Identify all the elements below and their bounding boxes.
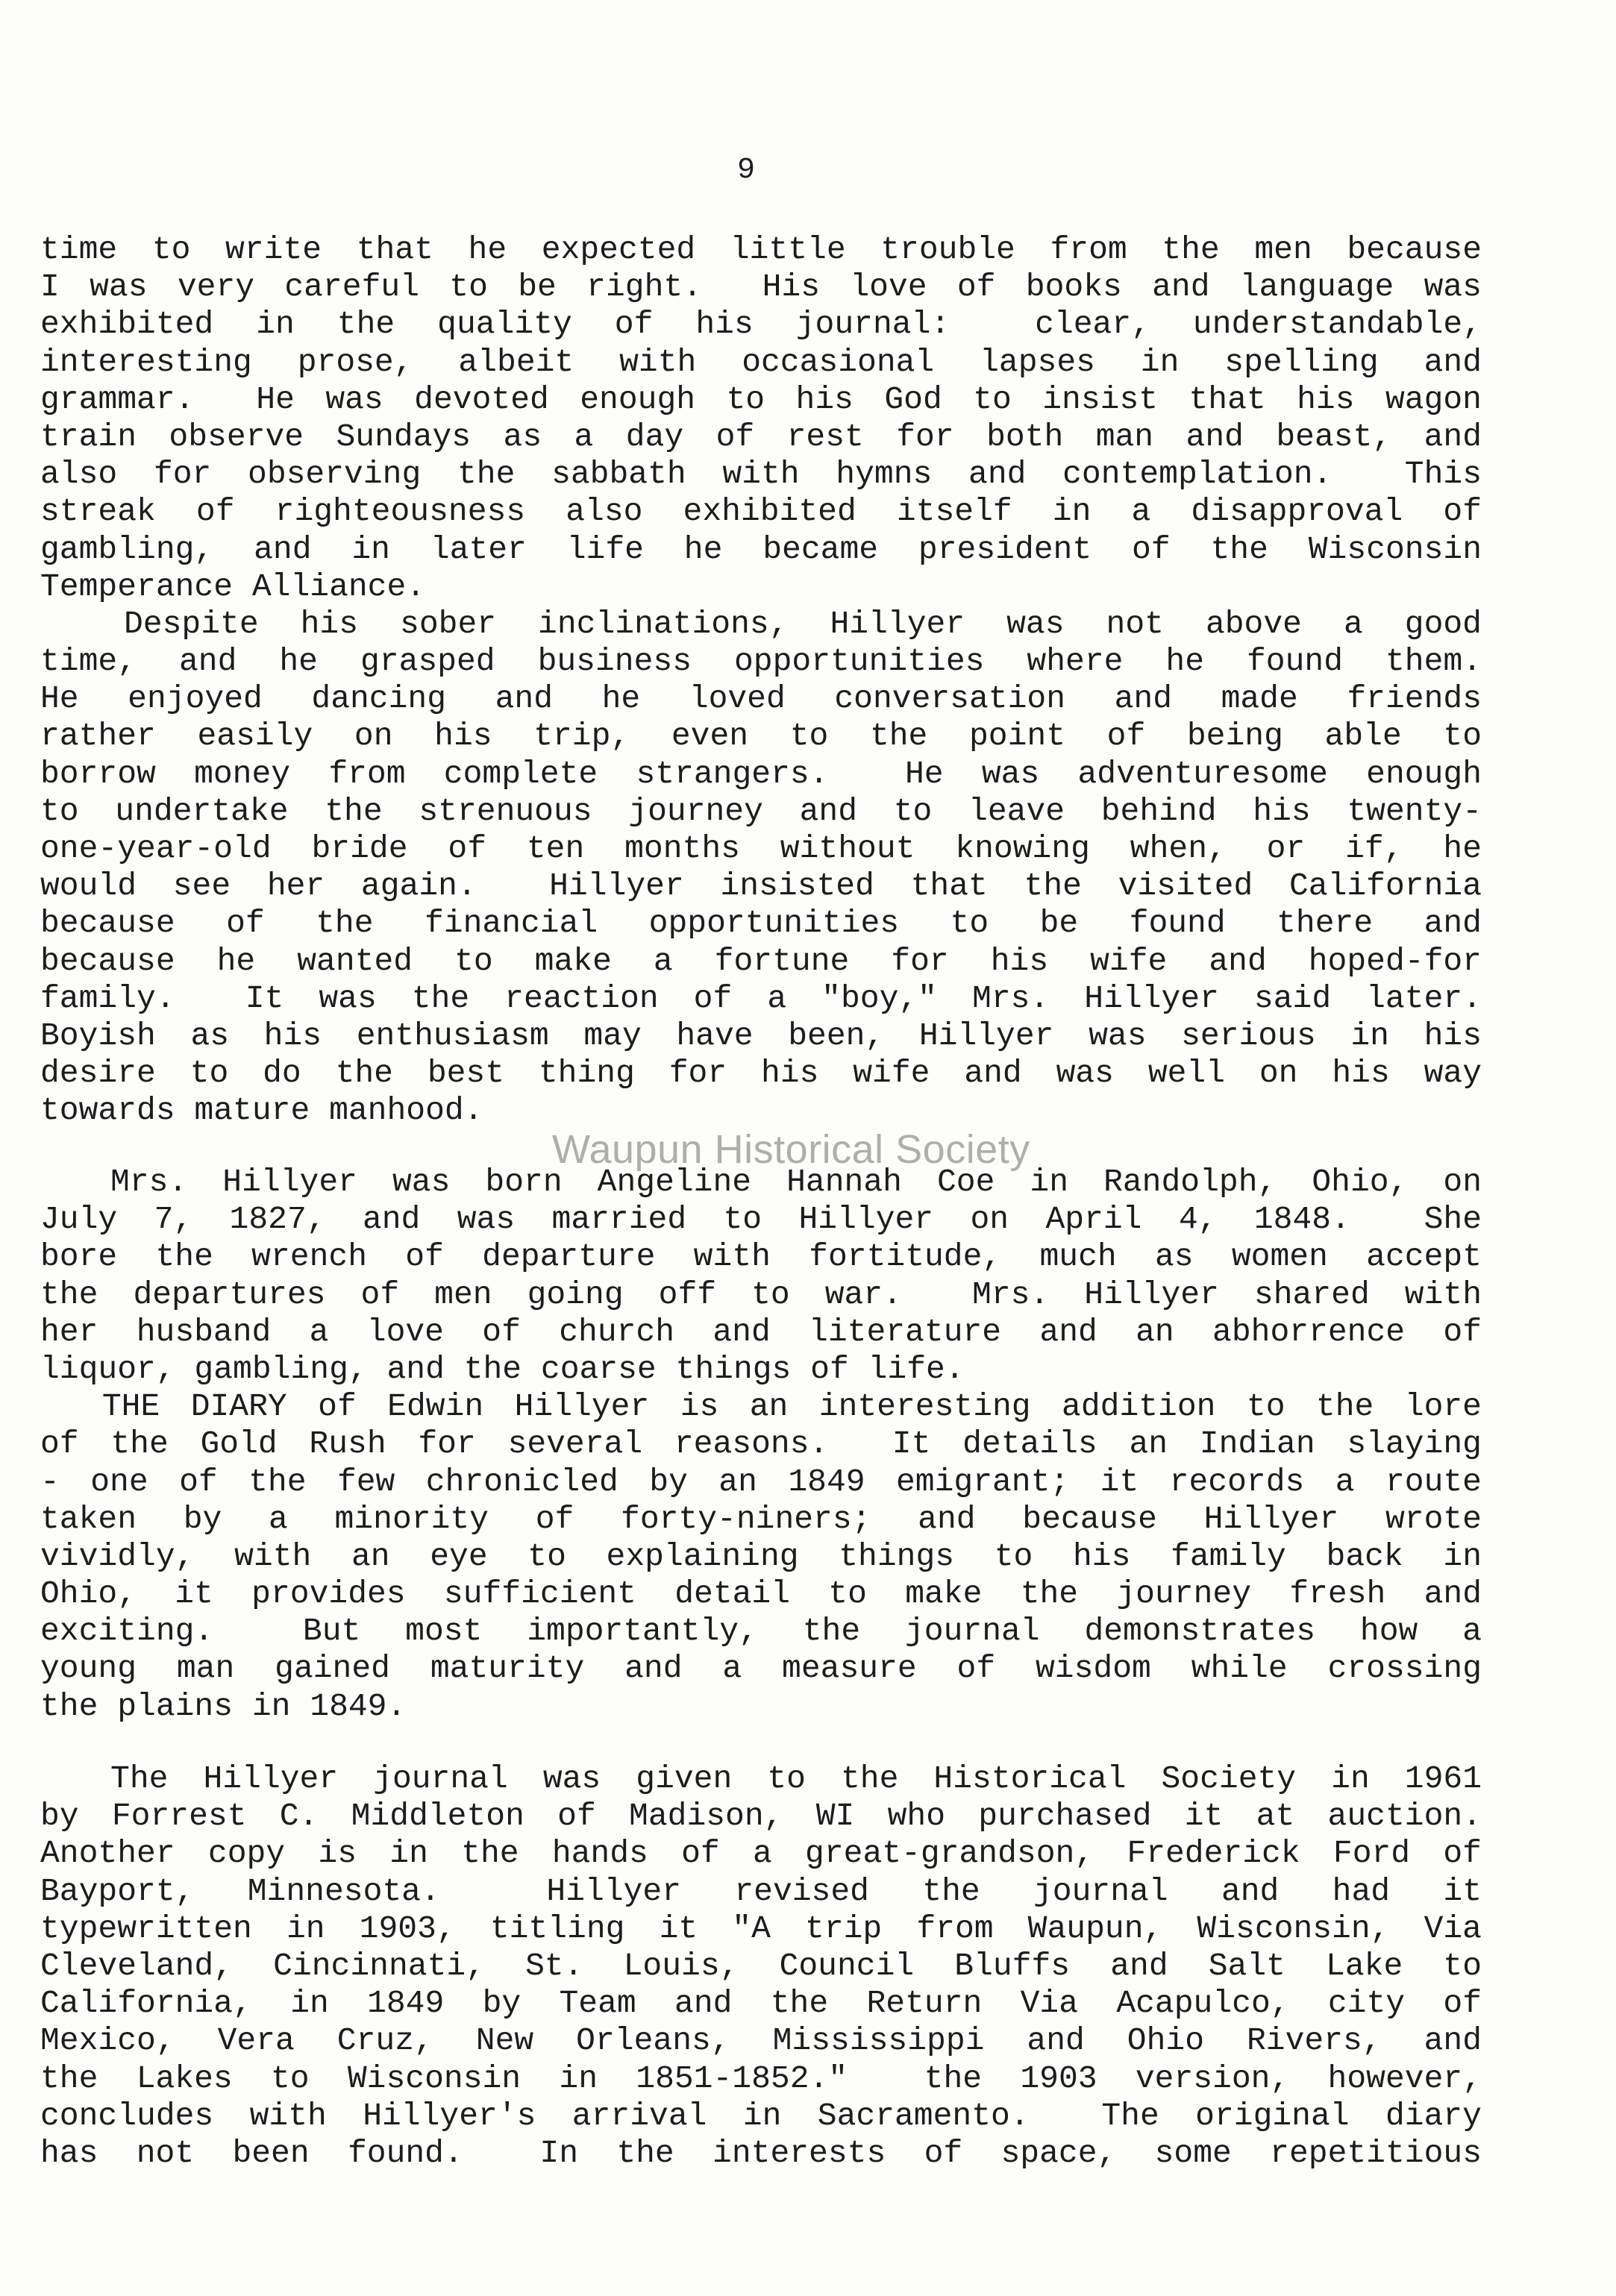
text-line: Another copy is in the hands of a great-grandson, Frederick Ford of <box>40 1835 1482 1872</box>
text-line: towards mature manhood. <box>40 1092 483 1129</box>
text-line: Mexico, Vera Cruz, New Orleans, Mississippi and Ohio Rivers, and <box>40 2022 1482 2060</box>
text-block-mrs-hillyer-and-diary <box>40 1164 1482 1725</box>
text-line: Ohio, it provides sufficient detail to make the journey fresh and <box>40 1575 1482 1613</box>
text-line: Bayport, Minnesota. Hillyer revised the journal and had it <box>40 1872 1482 1910</box>
text-line: time, and he grasped business opportunities where he found them. <box>40 643 1482 680</box>
text-line: exhibited in the quality of his journal: clear, understandable, <box>40 306 1482 343</box>
text-line: He enjoyed dancing and he loved conversation and made friends <box>40 680 1482 718</box>
text-line: concludes with Hillyer's arrival in Sacramento. The original diary <box>40 2097 1482 2134</box>
text-line: by Forrest C. Middleton of Madison, WI who purchased it at auction. <box>40 1798 1482 1835</box>
text-line: THE DIARY of Edwin Hillyer is an interesting addition to the lore <box>40 1388 1482 1425</box>
watermark: Waupun Historical Society <box>552 1127 1030 1172</box>
text-line: exciting. But most importantly, the journal demonstrates how a <box>40 1613 1482 1650</box>
text-line: interesting prose, albeit with occasional lapses in spelling and <box>40 343 1482 380</box>
text-line: taken by a minority of forty-niners; and because Hillyer wrote <box>40 1500 1482 1537</box>
text-line: Temperance Alliance. <box>40 568 426 605</box>
text-line: streak of righteousness also exhibited itself in a disapproval of <box>40 493 1482 530</box>
text-line: because he wanted to make a fortune for his wife and hoped-for <box>40 942 1482 979</box>
text-line: vividly, with an eye to explaining things to his family back in <box>40 1537 1482 1575</box>
text-line: liquor, gambling, and the coarse things of life. <box>40 1350 965 1387</box>
text-line: borrow money from complete strangers. He was adventuresome enough <box>40 755 1482 792</box>
text-block-hillyer-character <box>40 231 1482 1130</box>
text-line: her husband a love of church and literature and an abhorrence of <box>40 1313 1482 1350</box>
text-line: also for observing the sabbath with hymns and contemplation. This <box>40 456 1482 493</box>
text-line: I was very careful to be right. His love of books and language was <box>40 269 1482 306</box>
text-line: because of the financial opportunities to be found there and <box>40 905 1482 942</box>
text-line: California, in 1849 by Team and the Return Via Acapulco, city of <box>40 1985 1482 2022</box>
text-line: young man gained maturity and a measure of wisdom while crossing <box>40 1650 1482 1687</box>
text-line: train observe Sundays as a day of rest for both man and beast, and <box>40 418 1482 455</box>
text-line: to undertake the strenuous journey and to leave behind his twenty- <box>40 792 1482 829</box>
text-line: the Lakes to Wisconsin in 1851-1852." the 1903 version, however, <box>40 2060 1482 2097</box>
text-block-journal-provenance <box>40 1760 1482 2172</box>
page-number: 9 <box>736 154 755 187</box>
text-line: family. It was the reaction of a "boy," Mrs. Hillyer said later. <box>40 979 1482 1017</box>
text-line: July 7, 1827, and was married to Hillyer on April 4, 1848. She <box>40 1201 1482 1238</box>
text-line: typewritten in 1903, titling it "A trip from Waupun, Wisconsin, Via <box>40 1910 1482 1947</box>
text-line: would see her again. Hillyer insisted that the visited California <box>40 868 1482 905</box>
text-line: the plains in 1849. <box>40 1687 407 1725</box>
text-line: the departures of men going off to war. Mrs. Hillyer shared with <box>40 1276 1482 1313</box>
text-line: time to write that he expected little trouble from the men because <box>40 231 1482 268</box>
text-line: - one of the few chronicled by an 1849 emigrant; it records a route <box>40 1463 1482 1500</box>
text-line: Boyish as his enthusiasm may have been, Hillyer was serious in his <box>40 1017 1482 1054</box>
text-line: one-year-old bride of ten months without knowing when, or if, he <box>40 830 1482 867</box>
text-line: bore the wrench of departure with fortitude, much as women accept <box>40 1238 1482 1276</box>
text-line: of the Gold Rush for several reasons. It details an Indian slaying <box>40 1425 1482 1463</box>
text-line: has not been found. In the interests of space, some repetitious <box>40 2134 1482 2171</box>
text-line: The Hillyer journal was given to the Historical Society in 1961 <box>40 1760 1482 1797</box>
text-line: rather easily on his trip, even to the point of being able to <box>40 718 1482 755</box>
text-line: Mrs. Hillyer was born Angeline Hannah Coe in Randolph, Ohio, on <box>40 1164 1482 1200</box>
text-line: Despite his sober inclinations, Hillyer was not above a good <box>40 605 1482 642</box>
text-line: gambling, and in later life he became president of the Wisconsin <box>40 530 1482 568</box>
text-line: desire to do the best thing for his wife and was well on his way <box>40 1055 1482 1092</box>
text-line: Cleveland, Cincinnati, St. Louis, Council Bluffs and Salt Lake to <box>40 1947 1482 1984</box>
text-line: grammar. He was devoted enough to his God to insist that his wagon <box>40 380 1482 418</box>
